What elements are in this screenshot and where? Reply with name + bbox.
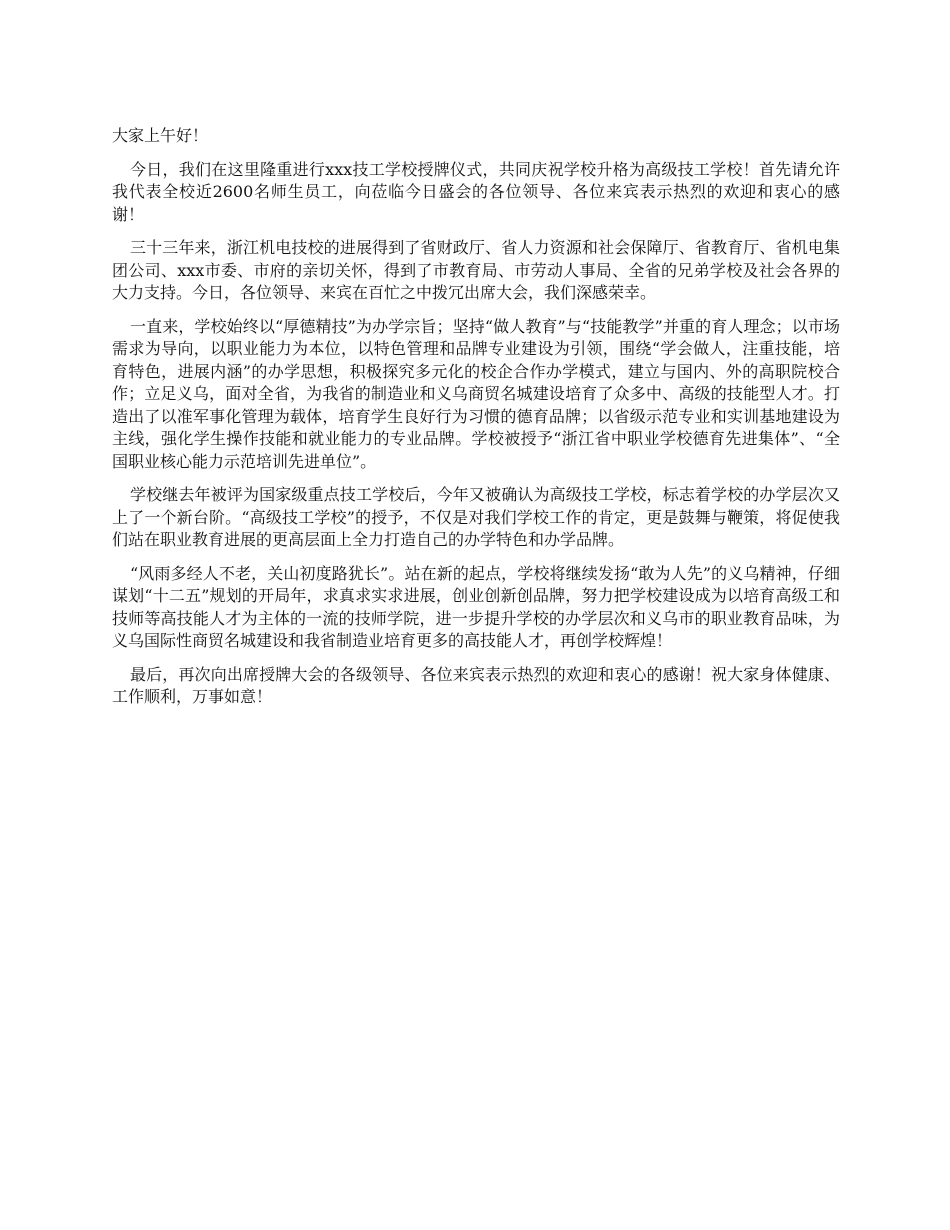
paragraph-welcome: 今日，我们在这里隆重进行xxx技工学校授牌仪式，共同庆祝学校升格为高级技工学校！首先请允许我代表全校近2600名师生员工，向莅临今日盛会的各位领导、各位来宾表示热烈的欢迎和衷心的感谢！ (112, 159, 840, 224)
paragraph-closing: 最后，再次向出席授牌大会的各级领导、各位来宾表示热烈的欢迎和衷心的感谢！祝大家身体健康、工作顺利，万事如意！ (112, 664, 840, 706)
document-page (112, 125, 840, 720)
salutation: 大家上午好！ (112, 126, 209, 145)
paragraph-outlook: “风雨多经人不老，关山初度路犹长”。站在新的起点，学校将继续发扬“敢为人先”的义乌精神，仔细谋划“十二五”规划的开局年，求真求实求进展，创业创新创品牌，努力把学校建设成为以培育高级工和技师等高技能人才为主体的一流的技师学院，进一步提升学校的办学层次和义乌市的职业教育品味，为义乌国际性商贸名城建设和我省制造业培育更多的高技能人才，再创学校辉煌！ (112, 563, 840, 650)
paragraph-philosophy: 一直来，学校始终以“厚德精技”为办学宗旨；坚持“做人教育”与“技能教学”并重的育人理念；以市场需求为导向，以职业能力为本位，以特色管理和品牌专业建设为引领，围绕“学会做人，注重技能，培育特色，进展内涵”的办学思想，积极探究多元化的校企合作办学模式，建立与国内、外的高职院校合作；立足义乌，面对全省，为我省的制造业和义乌商贸名城建设培育了众多中、高级的技能型人才。打造出了以准军事化管理为载体，培育学生良好行为习惯的德育品牌；以省级示范专业和实训基地建设为主线，强化学生操作技能和就业能力的专业品牌。学校被授予“浙江省中职业学校德育先进集体”、“全国职业核心能力示范培训先进单位”。 (112, 316, 840, 471)
paragraph-history: 三十三年来，浙江机电技校的进展得到了省财政厅、省人力资源和社会保障厅、省教育厅、省机电集团公司、xxx市委、市府的亲切关怀，得到了市教育局、市劳动人事局、全省的兄弟学校及社会各界的大力支持。今日，各位领导、来宾在百忙之中拨冗出席大会，我们深感荣幸。 (112, 238, 840, 302)
paragraph-upgrade: 学校继去年被评为国家级重点技工学校后，今年又被确认为高级技工学校，标志着学校的办学层次又上了一个新台阶。“高级技工学校”的授予，不仅是对我们学校工作的肯定，更是鼓舞与鞭策，将促使我们站在职业教育进展的更高层面上全力打造自己的办学特色和办学品牌。 (112, 485, 840, 549)
